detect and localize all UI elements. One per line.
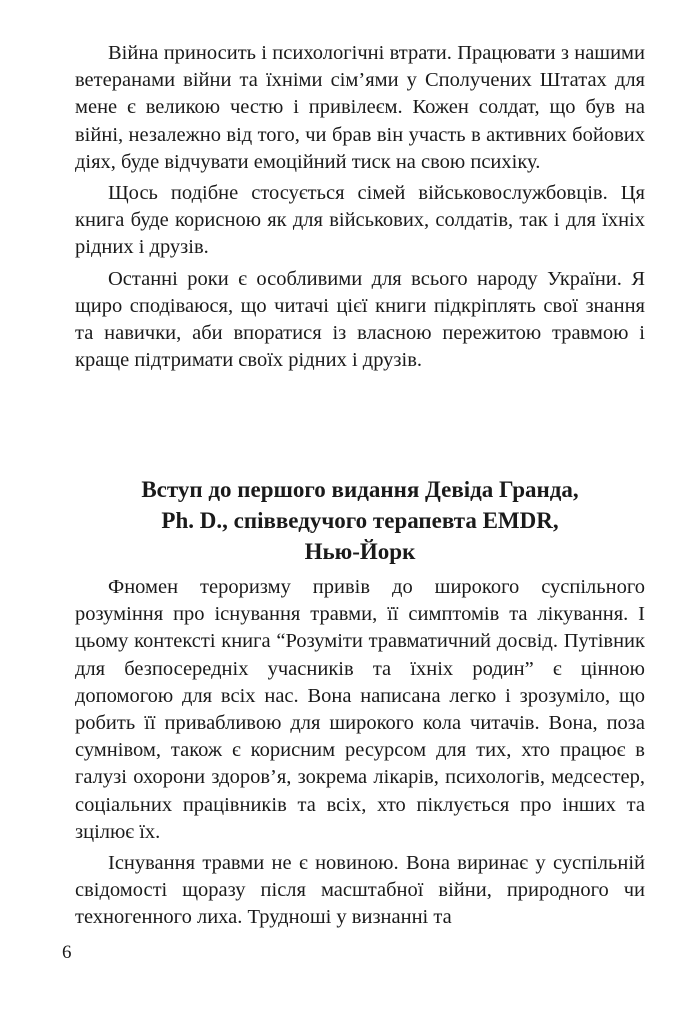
- section-heading-line: Вступ до першого видання Девіда Гранда,: [141, 477, 579, 502]
- paragraph: Фномен тероризму привів до широкого суспільного розуміння про існування травми, її симптомів та лікування. І цьому контексті книга “Розуміти травматичний досвід. Путівник для безпосередніх учасників та їхніх родин” є цінною допомогою для всіх нас. Вона написана легко і зрозуміло, що робить її привабливою для широкого кола читачів. Вона, поза сумнівом, також є корисним ресурсом для тих, хто працює в галузі охорони здоров’я, зокрема лікарів, психологів, медсестер, соціальних працівників та всіх, хто піклується про інших та зцілює їх.: [75, 576, 645, 843]
- section-text-block: [75, 574, 645, 932]
- intro-text-block: [75, 40, 645, 374]
- paragraph: Існування травми не є новиною. Вона виринає у суспільній свідомості щоразу після масштабної війни, природного чи техногенного лиха. Трудноші у визнанні та: [75, 852, 645, 929]
- paragraph: Щось подібне стосується сімей військовослужбовців. Ця книга буде корисною як для військових, солдатів, так і для їхніх рідних і друзів.: [75, 182, 645, 259]
- section-heading-line: Ph. D., співведучого терапевта EMDR,: [161, 508, 559, 533]
- page-number: 6: [62, 942, 72, 963]
- paragraph: Останні роки є особливими для всього народу України. Я щиро сподіваюся, що читачі цієї книги підкріплять свої знання та навички, аби впоратися із власною пережитою травмою і краще підтримати своїх рідних і друзів.: [75, 267, 645, 372]
- section-heading: [60, 474, 660, 567]
- section-heading-line: Нью-Йорк: [304, 539, 416, 564]
- paragraph: Війна приносить і психологічні втрати. Працювати з нашими ветеранами війни та їхніми сім’ями у Сполучених Штатах для мене є великою честю і привілеєм. Кожен солдат, що був на війні, незалежно від того, чи брав він участь в активних бойових діях, буде відчувати емоційний тиск на свою психіку.: [75, 42, 645, 173]
